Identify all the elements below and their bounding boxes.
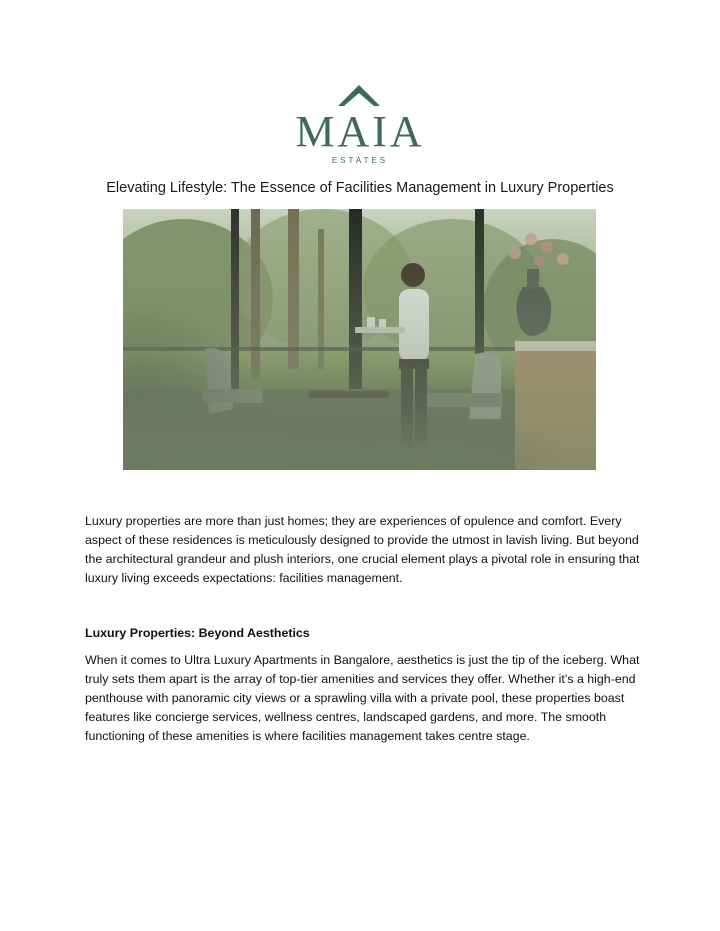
- document-title: Elevating Lifestyle: The Essence of Facilities Management in Luxury Properties: [106, 180, 614, 196]
- section-paragraph: When it comes to Ultra Luxury Apartments in Bangalore, aesthetics is just the tip of the iceberg. What truly sets them apart is the array of top-tier amenities and services they offer. Whether it’s a high-end penthouse with panoramic city views or a sprawling villa with a private pool, these properties boast features like concierge services, wellness centres, landscaped gardens, and more. The smooth functioning of these amenities is where facilities management takes centre stage.: [85, 653, 640, 743]
- logo-wordmark: MAIA: [295, 107, 425, 156]
- logo-subtitle: ESTATES: [331, 156, 389, 165]
- section-heading: Luxury Properties: Beyond Aesthetics: [85, 626, 310, 640]
- intro-paragraph: Luxury properties are more than just homes; they are experiences of opulence and comfort. Every aspect of these residences is meticulously designed to provide the utmost in lavish living. But beyond the architectural grandeur and plush interiors, one crucial element plays a pivotal role in ensuring that luxury living exceeds expectations: facilities management.: [85, 514, 640, 585]
- maia-estates-logo: [290, 84, 430, 168]
- lounge-photo: [123, 209, 596, 470]
